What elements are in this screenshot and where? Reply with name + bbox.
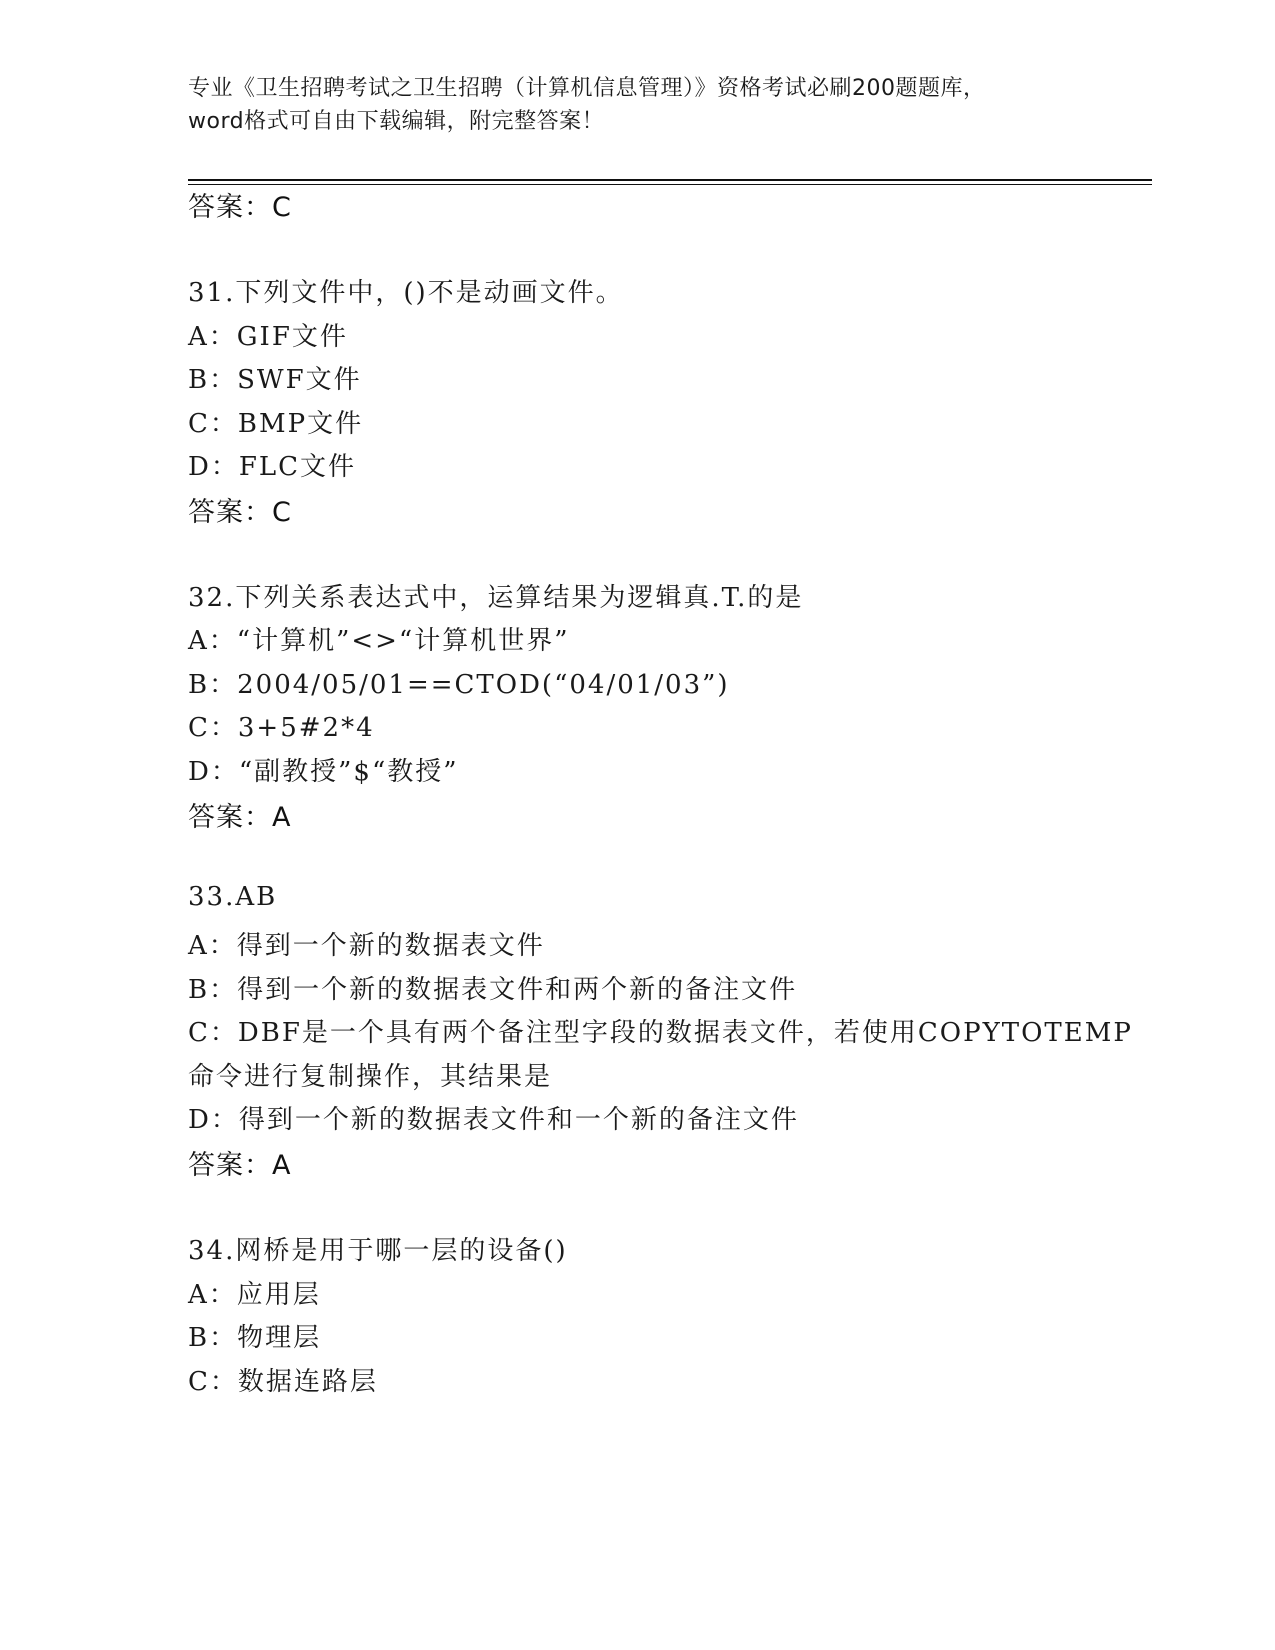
header-divider-thick [188,179,1152,181]
option-b: B：SWF文件 [188,365,362,395]
document-header [188,72,1088,138]
option-b: B：物理层 [188,1323,322,1353]
answer-line: 答案：A [188,802,292,833]
option-c: C：数据连路层 [188,1367,378,1397]
question-31: 31.下列文件中，()不是动画文件。 [188,278,624,308]
option-c: C：BMP文件 [188,409,364,439]
header-title-line: 专业《卫生招聘考试之卫生招聘（计算机信息管理）》资格考试必刷200题题库， [188,76,986,101]
answer-line: 答案：C [188,192,292,223]
header-divider-thin [188,184,1152,185]
header-subtitle-line: word格式可自由下载编辑，附完整答案！ [188,109,605,134]
option-a: A：GIF文件 [188,322,348,352]
option-c: C：3+5#2*4 [188,713,375,743]
option-c-continued: 命令进行复制操作，其结果是 [188,1062,553,1092]
option-b: B：2004/05/01==CTOD(“04/01/03”) [188,670,730,700]
option-d: D：FLC文件 [188,452,357,482]
option-d: D：得到一个新的数据表文件和一个新的备注文件 [188,1105,799,1135]
question-32: 32.下列关系表达式中，运算结果为逻辑真.T.的是 [188,583,804,613]
option-d: D：“副教授”$“教授” [188,757,459,787]
option-a: A：“计算机”<>“计算机世界” [188,626,570,656]
option-b: B：得到一个新的数据表文件和两个新的备注文件 [188,975,798,1005]
question-33: 33.AB [188,882,278,912]
option-a: A：得到一个新的数据表文件 [188,931,545,961]
option-a: A：应用层 [188,1280,321,1310]
answer-line: 答案：A [188,1150,292,1181]
option-c: C：DBF是一个具有两个备注型字段的数据表文件，若使用COPYTOTEMP [188,1018,1133,1048]
question-34: 34.网桥是用于哪一层的设备() [188,1236,568,1266]
answer-line: 答案：C [188,497,292,528]
